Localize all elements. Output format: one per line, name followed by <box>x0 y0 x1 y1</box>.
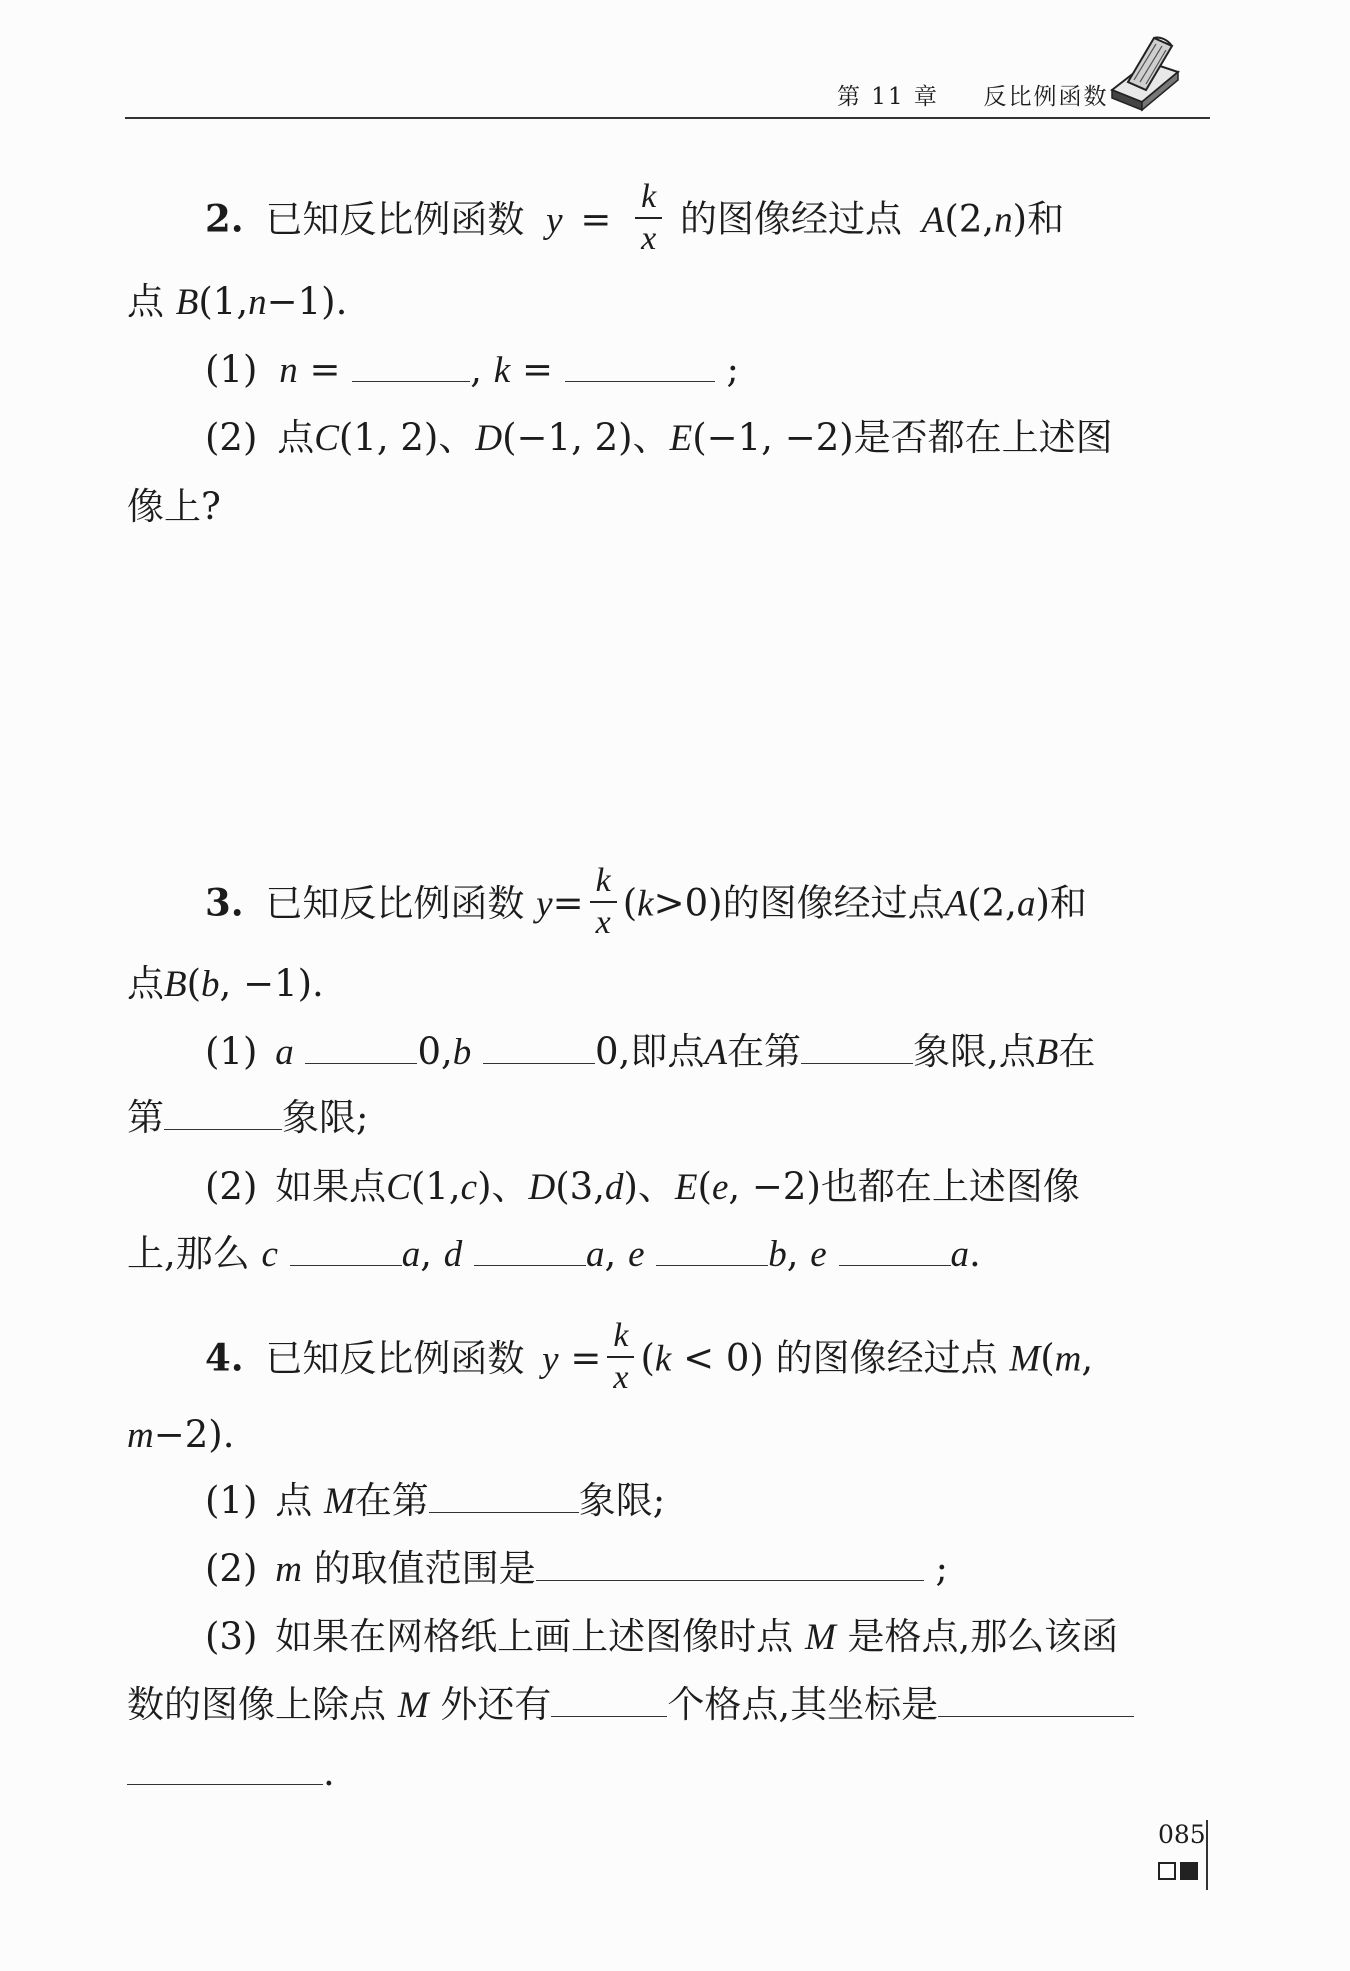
answer-blank[interactable] <box>938 1684 1134 1717</box>
problem-4-q1: (1) 点 M在第 象限; <box>205 1479 666 1522</box>
page-marker-filled-square <box>1180 1862 1198 1880</box>
problem-3-line-2: 点B(b, −1). <box>127 962 324 1005</box>
answer-blank[interactable] <box>483 1031 595 1064</box>
answer-blank[interactable] <box>656 1233 768 1266</box>
answer-blank[interactable] <box>352 349 470 382</box>
problem-4-q3-line-2: 数的图像上除点 M 外还有 个格点,其坐标是 <box>127 1681 1134 1730</box>
fraction-k-over-x: $\frac{k}{x}$ <box>635 177 662 259</box>
chapter-header <box>837 78 1109 111</box>
page-number: 085 <box>1158 1820 1206 1849</box>
problem-number: 3. <box>205 880 244 925</box>
problem-2-q2: (2) 点C(1, 2)、D(−1, 2)、E(−1, −2)是否都在上述图 <box>205 416 1113 459</box>
problem-4-q2: (2) m 的取值范围是 ; <box>205 1547 948 1590</box>
chapter-number: 第 11 章 <box>837 84 939 110</box>
answer-blank[interactable] <box>536 1548 924 1581</box>
problem-3-line-1: 3. 已知反比例函数 y= $\frac{k}{x}$ (k>0)的图像经过点A(2,a)和 <box>205 862 1087 941</box>
answer-blank[interactable] <box>474 1233 586 1266</box>
problem-2-line-2: 点 B(1,n−1). <box>127 280 348 323</box>
header-rule <box>125 117 1210 119</box>
problem-3-q2-line-2: 上,那么 c a, d a, e b, e a. <box>127 1232 981 1275</box>
fraction-k-over-x: $\frac{k}{x}$ <box>590 861 617 943</box>
chapter-title: 反比例函数 <box>983 84 1109 110</box>
problem-number: 4. <box>205 1335 244 1380</box>
answer-blank[interactable] <box>305 1031 417 1064</box>
answer-blank[interactable] <box>164 1097 282 1130</box>
fraction-k-over-x: $\frac{k}{x}$ <box>607 1316 634 1398</box>
problem-4-q3: (3) 如果在网格纸上画上述图像时点 M 是格点,那么该函 <box>205 1615 1119 1658</box>
book-icon <box>1108 32 1184 112</box>
answer-blank[interactable] <box>290 1233 402 1266</box>
problem-3-q1: (1) a 0,b 0,即点A在第 象限,点B在 <box>205 1030 1096 1073</box>
answer-blank[interactable] <box>429 1480 579 1513</box>
problem-3-q2: (2) 如果点C(1,c)、D(3,d)、E(e, −2)也都在上述图像 <box>205 1165 1080 1208</box>
answer-blank[interactable] <box>551 1684 667 1717</box>
problem-number: 2. <box>205 196 244 241</box>
problem-4-line-2: m−2). <box>127 1413 235 1456</box>
problem-4-q3-line-3: . <box>127 1749 335 1797</box>
problem-3-q1-line-2: 第 象限; <box>127 1096 369 1139</box>
problem-2-q2-line-2: 像上? <box>127 485 221 528</box>
answer-blank[interactable] <box>565 349 715 382</box>
page-marker-empty-square <box>1158 1862 1176 1880</box>
problem-4-line-1: 4. 已知反比例函数 y = $\frac{k}{x}$ (k < 0) 的图像经过点 M(m, <box>205 1317 1094 1396</box>
problem-2-q1: (1) n = , k = ; <box>205 348 739 391</box>
answer-blank[interactable] <box>839 1233 951 1266</box>
answer-blank[interactable] <box>801 1031 913 1064</box>
answer-blank[interactable] <box>127 1752 323 1785</box>
problem-2-line-1: 2. 已知反比例函数 y = $\frac{k}{x}$ 的图像经过点 A(2,n)和 <box>205 178 1065 257</box>
footer-rule <box>1206 1820 1208 1890</box>
